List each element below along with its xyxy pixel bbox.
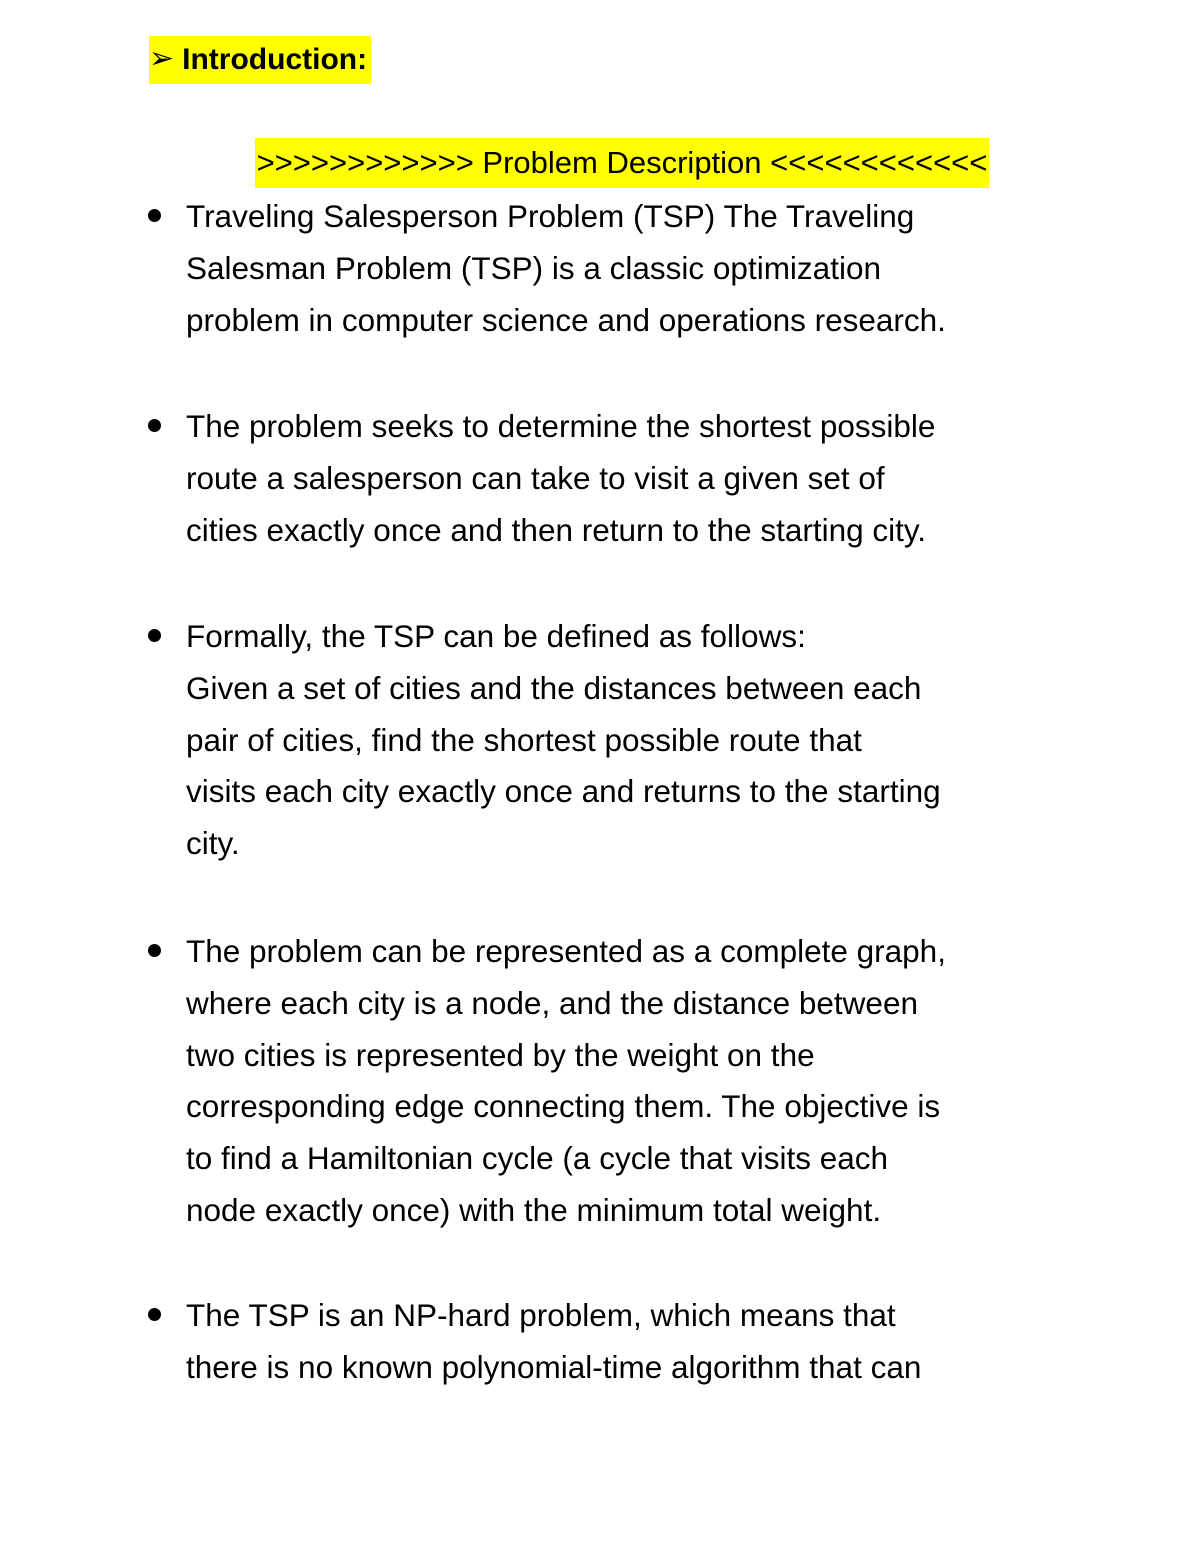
- heading-text: Introduction:: [182, 43, 368, 76]
- text-line: The problem can be represented as a complete graph,: [186, 933, 946, 969]
- bullet-dot-icon: [148, 209, 161, 222]
- text-line: corresponding edge connecting them. The objective is: [186, 1088, 941, 1125]
- bullet-text: [186, 611, 1086, 870]
- text-line: Salesman Problem (TSP) is a classic optimization: [186, 249, 881, 286]
- text-line: where each city is a node, and the distance between: [186, 984, 918, 1021]
- text-line: to find a Hamiltonian cycle (a cycle that visits each: [186, 1140, 889, 1177]
- text-line: node exactly once) with the minimum total weight.: [186, 1191, 882, 1228]
- text-line: The problem seeks to determine the shortest possible: [186, 408, 936, 444]
- bullet-dot-icon: [148, 944, 161, 957]
- section-heading: [149, 36, 371, 84]
- subtitle-row: [0, 138, 1200, 188]
- bullet-dot-icon: [148, 1308, 161, 1321]
- problem-description-title: >>>>>>>>>>>> Problem Description <<<<<<<<<<<<: [255, 138, 990, 188]
- bullet-text: [186, 401, 1086, 556]
- bullet-text: [186, 1290, 1086, 1394]
- text-line: visits each city exactly once and returns to the starting: [186, 773, 941, 810]
- text-line: Formally, the TSP can be defined as follows:: [186, 618, 806, 654]
- text-line: problem in computer science and operations research.: [186, 301, 946, 338]
- text-line: The TSP is an NP-hard problem, which means that: [186, 1297, 896, 1333]
- bullet-text: [186, 191, 1086, 346]
- bullet-text: [186, 926, 1086, 1237]
- arrow-bullet-icon: ➢: [149, 41, 175, 76]
- text-line: city.: [186, 825, 240, 862]
- text-line: two cities is represented by the weight on the: [186, 1036, 815, 1073]
- text-line: Traveling Salesperson Problem (TSP) The Traveling: [186, 198, 915, 234]
- text-line: pair of cities, find the shortest possible route that: [186, 721, 862, 758]
- bullet-dot-icon: [148, 419, 161, 432]
- text-line: cities exactly once and then return to the starting city.: [186, 511, 927, 548]
- text-line: there is no known polynomial-time algorithm that can: [186, 1348, 922, 1385]
- text-line: route a salesperson can take to visit a given set of: [186, 459, 885, 496]
- text-line: Given a set of cities and the distances between each: [186, 669, 922, 706]
- bullet-dot-icon: [148, 629, 161, 642]
